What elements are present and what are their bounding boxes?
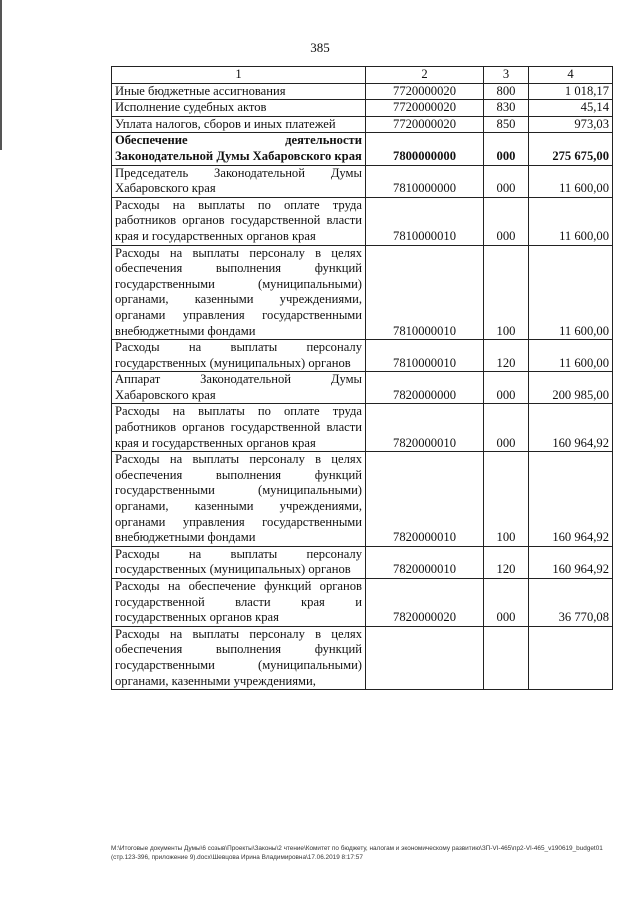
row-type-cell: 000 [484, 165, 529, 197]
table-row [112, 546, 613, 578]
row-type-cell: 830 [484, 100, 529, 117]
row-name-cell: Председатель Законодательной Думы Хабаровского края [112, 165, 366, 197]
row-type-cell: 000 [484, 579, 529, 627]
page-number: 385 [310, 40, 330, 55]
row-type-cell: 000 [484, 372, 529, 404]
row-sum-cell: 160 964,92 [529, 452, 613, 547]
row-code-cell: 7810000000 [366, 165, 484, 197]
table-row [112, 452, 613, 547]
header-col-3: 3 [484, 67, 529, 84]
table-row [112, 340, 613, 372]
row-code-cell: 7800000000 [366, 133, 484, 165]
row-name-cell: Расходы на выплаты по оплате труда работников органов государственной власти края и государственных органов края [112, 404, 366, 452]
row-type-cell: 850 [484, 116, 529, 133]
table-row [112, 83, 613, 100]
row-code-cell: 7810000010 [366, 197, 484, 245]
row-name-cell: Расходы на выплаты персоналу государственных (муниципальных) органов [112, 546, 366, 578]
row-type-cell: 100 [484, 452, 529, 547]
row-sum-cell: 160 964,92 [529, 546, 613, 578]
row-name-cell: Расходы на выплаты персоналу в целях обеспечения выполнения функций государственными (муниципальными) органами, казенными учреждениями, органами управления государственными внебюджетными фондами [112, 245, 366, 340]
row-name-cell: Исполнение судебных актов [112, 100, 366, 117]
row-sum-cell: 11 600,00 [529, 340, 613, 372]
row-type-cell: 000 [484, 197, 529, 245]
row-type-cell: 100 [484, 245, 529, 340]
row-name-cell: Расходы на выплаты персоналу государственных (муниципальных) органов [112, 340, 366, 372]
row-name-cell: Иные бюджетные ассигнования [112, 83, 366, 100]
row-code-cell: 7820000010 [366, 546, 484, 578]
header-col-1: 1 [112, 67, 366, 84]
table-row [112, 626, 613, 689]
row-code-cell: 7810000010 [366, 245, 484, 340]
table-header-row [112, 67, 613, 84]
table-row [112, 116, 613, 133]
left-margin-mark [0, 0, 2, 150]
table-row [112, 579, 613, 627]
table-row [112, 404, 613, 452]
budget-table [111, 66, 613, 690]
row-code-cell: 7820000010 [366, 404, 484, 452]
table-row [112, 372, 613, 404]
row-sum-cell: 275 675,00 [529, 133, 613, 165]
row-sum-cell: 11 600,00 [529, 245, 613, 340]
row-type-cell: 120 [484, 546, 529, 578]
table-row [112, 245, 613, 340]
row-name-cell: Расходы на выплаты по оплате труда работников органов государственной власти края и государственных органов края [112, 197, 366, 245]
table-row [112, 197, 613, 245]
table-row [112, 100, 613, 117]
row-name-cell: Уплата налогов, сборов и иных платежей [112, 116, 366, 133]
document-footer-path: М:\Итоговые документы Думы\6 созыв\Проекты\Законы\2 чтение\Комитет по бюджету, налогам и экономическому развитию\ЗП-VI-465\пр2-VI-465_v190619_budget01 (стр.123-396, приложение 9).docx\Шевцова Ирина Владимировна\17.06.2019 8:17:57 [111, 845, 603, 861]
row-type-cell [484, 626, 529, 689]
row-sum-cell: 36 770,08 [529, 579, 613, 627]
row-code-cell: 7720000020 [366, 116, 484, 133]
row-sum-cell: 973,03 [529, 116, 613, 133]
row-type-cell: 000 [484, 133, 529, 165]
row-type-cell: 000 [484, 404, 529, 452]
row-sum-cell: 11 600,00 [529, 197, 613, 245]
row-sum-cell [529, 626, 613, 689]
row-code-cell: 7820000000 [366, 372, 484, 404]
row-type-cell: 800 [484, 83, 529, 100]
row-sum-cell: 160 964,92 [529, 404, 613, 452]
header-col-2: 2 [366, 67, 484, 84]
row-sum-cell: 1 018,17 [529, 83, 613, 100]
table-row [112, 165, 613, 197]
row-code-cell [366, 626, 484, 689]
row-code-cell: 7810000010 [366, 340, 484, 372]
row-code-cell: 7820000020 [366, 579, 484, 627]
row-code-cell: 7720000020 [366, 100, 484, 117]
row-name-cell: Аппарат Законодательной Думы Хабаровского края [112, 372, 366, 404]
row-name-cell: Обеспечение деятельности Законодательной Думы Хабаровского края [112, 133, 366, 165]
row-type-cell: 120 [484, 340, 529, 372]
row-sum-cell: 45,14 [529, 100, 613, 117]
row-name-cell: Расходы на обеспечение функций органов государственной власти края и государственных органов края [112, 579, 366, 627]
row-name-cell: Расходы на выплаты персоналу в целях обеспечения выполнения функций государственными (муниципальными) органами, казенными учреждениями, органами управления государственными внебюджетными фондами [112, 452, 366, 547]
header-col-4: 4 [529, 67, 613, 84]
row-sum-cell: 11 600,00 [529, 165, 613, 197]
row-name-cell: Расходы на выплаты персоналу в целях обеспечения выполнения функций государственными (муниципальными) органами, казенными учреждениями, [112, 626, 366, 689]
row-code-cell: 7720000020 [366, 83, 484, 100]
table-row [112, 133, 613, 165]
row-sum-cell: 200 985,00 [529, 372, 613, 404]
row-code-cell: 7820000010 [366, 452, 484, 547]
